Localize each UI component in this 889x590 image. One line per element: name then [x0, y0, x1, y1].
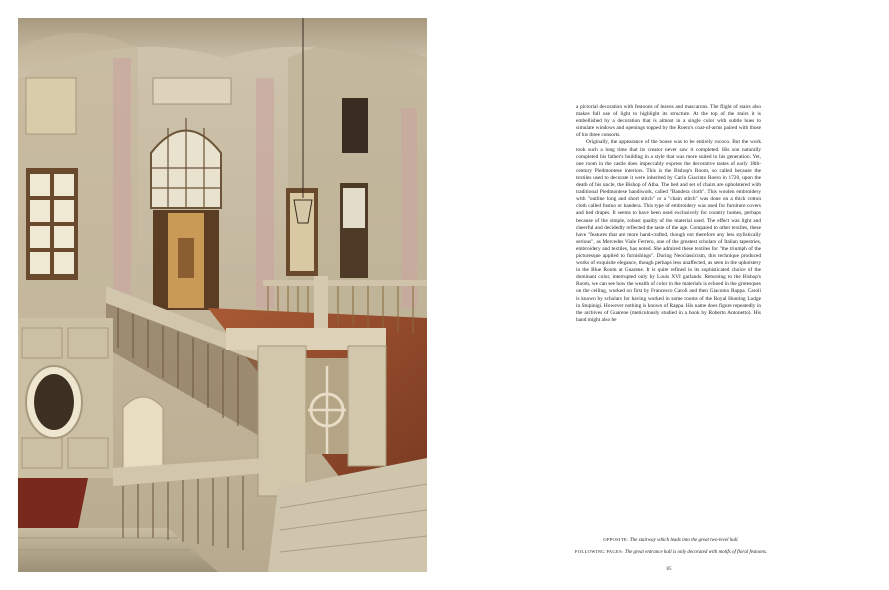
stairway-photo [18, 18, 427, 572]
body-paragraph: a pictorial decoration with festoons of leaves and mascarons. The flight of stairs also makes full use of light to highlight its structure. At the top of the stairs it is embellished by a decoration that is almost in a single color with subtle hues to simulate windows and openings topped by the Roero's coat-of-arms paired with those of his three consorts. [576, 104, 761, 139]
caption-opposite [566, 534, 776, 546]
caption-lead: OPPOSITE: [603, 537, 629, 542]
article-body [576, 104, 761, 324]
stairway-illustration [18, 18, 427, 572]
caption-lead: FOLLOWING PAGES: [574, 549, 624, 554]
caption-text: The great entrance hall is only decorated with motifs of floral festoons. [624, 550, 768, 555]
caption-text: The stairway which leads into the great two-level hall. [629, 538, 739, 543]
photo-captions [566, 534, 776, 558]
body-paragraph: Originally, the appearance of the house was to be entirely rococo. But the work took such a long time that its creator never saw it completed. His son naturally completed his father's building in a style that was more suited to his generation. Yet, one room in the castle does impeccably express the decorative tastes of early 18th-century Piedmontese interiors. This is the Bishop's Room, so called because the textiles used to decorate it were inherited by Carlo Giacinto Roero in 1720, upon the death of his uncle, the Bishop of Alba. The bed and set of chairs are upholstered with traditional Piedmontese handiwork, called "Bandera cloth". This woolen embroidery with "outline long and short stitch" or a "chain stitch" was done on a thick cotton cloth called fustno or bandera. This type of embroidery was used for furniture covers and bed drapes. It seems to have been used exclusively for country homes, perhaps because of the simple, robust quality of the material used. The effect was light and cheerful and decidedly reflected the taste of the age. Compared to other textiles, these have "features that are more hand-crafted, though not therefore any less stylistically serious", as Mercedes Viale Ferrero, one of the greatest scholars of Italian tapestries, embroidery and textiles, has noted. She admired these textiles for "the triumph of the picturesque applied to furnishings". During Neoclassicism, this technique produced works of exquisite elegance, though perhaps less unaffected, as seen in the upholstery in the Blue Room at Guarene. It is quite refined in its sophisticated choice of the dominant color, interrupted only by Louis XVI garlands. Returning to the Bishop's Room, we can see how the wealth of color in the materials is echoed in the grotesques on the ceiling, worked on first by Francesco Caroli and then Giacomo Rappa. Caroli is known by scholars for having worked in some rooms of the Royal Hunting Lodge in Stupinigi. However nothing is known of Rappa. His name does figure repeatedly in the archives of Guarene (meticulously studied in a book by Roberto Antonetto). His hand might also be [576, 139, 761, 323]
page-number: 85 [666, 567, 672, 572]
caption-following-pages [566, 546, 776, 558]
